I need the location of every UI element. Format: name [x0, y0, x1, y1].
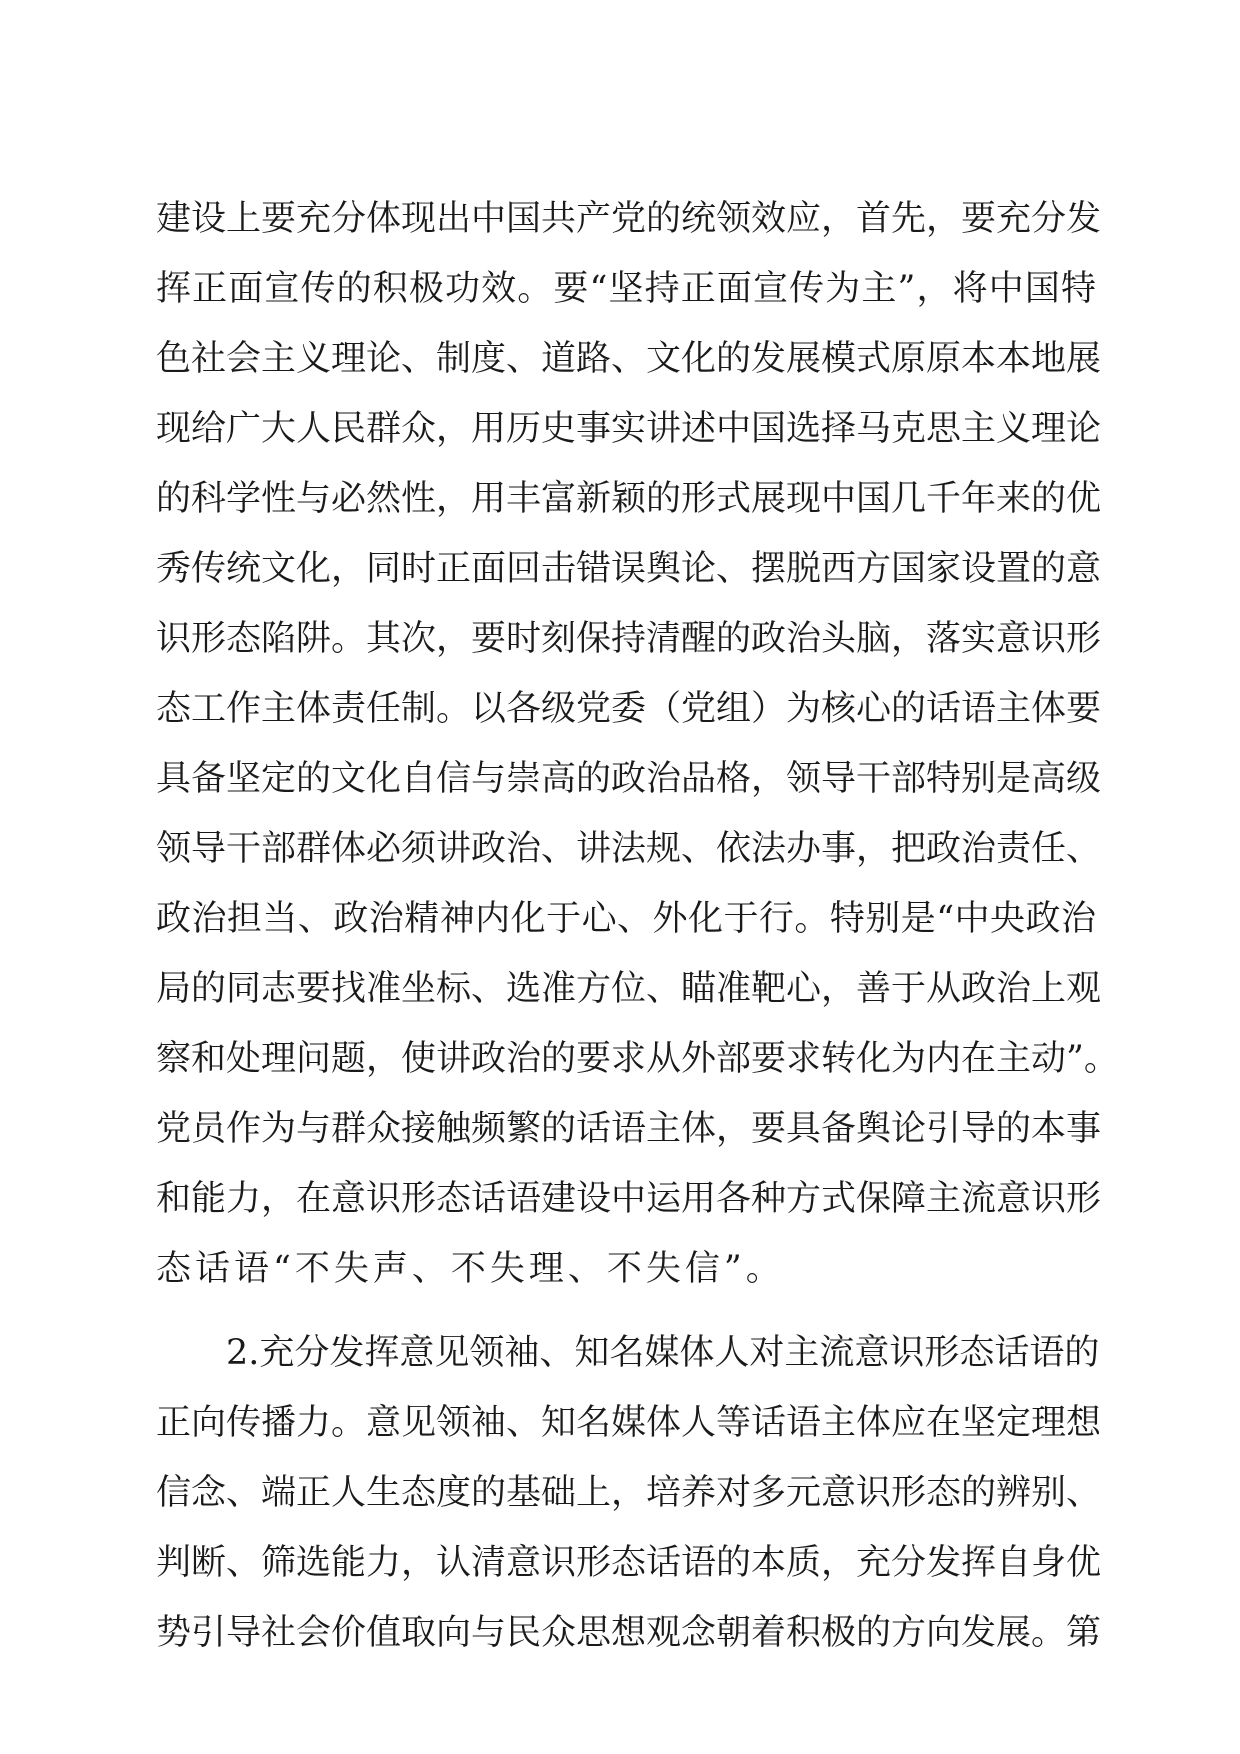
- text-line: 态话语“不失声、不失理、不失信”。: [156, 1249, 785, 1289]
- text-line: 政治担当、政治精神内化于心、外化于行。特别是“中央政治: [156, 899, 1096, 939]
- text-line: 察和处理问题，使讲政治的要求从外部要求转化为内在主动”。: [156, 1039, 1119, 1079]
- text-line: 现给广大人民群众，用历史事实讲述中国选择马克思主义理论: [156, 409, 1102, 449]
- text-line: 挥正面宣传的积极功效。要“坚持正面宣传为主”，将中国特: [156, 269, 1096, 309]
- text-line: 态工作主体责任制。以各级党委（党组）为核心的话语主体要: [156, 689, 1102, 729]
- text-line: 正向传播力。意见领袖、知名媒体人等话语主体应在坚定理想: [156, 1403, 1102, 1443]
- text-line: 的科学性与必然性，用丰富新颖的形式展现中国几千年来的优: [156, 479, 1102, 519]
- text-line: 识形态陷阱。其次，要时刻保持清醒的政治头脑，落实意识形: [156, 619, 1102, 659]
- text-line: 色社会主义理论、制度、道路、文化的发展模式原原本本地展: [156, 339, 1102, 379]
- text-line: 2.充分发挥意见领袖、知名媒体人对主流意识形态话语的: [226, 1333, 1100, 1373]
- paragraph-gap: [156, 1304, 1096, 1318]
- text-line: 势引导社会价值取向与民众思想观念朝着积极的方向发展。第: [156, 1613, 1102, 1653]
- body-text: [156, 184, 1119, 1668]
- text-line: 具备坚定的文化自信与崇高的政治品格，领导干部特别是高级: [156, 759, 1102, 799]
- text-line: 信念、端正人生态度的基础上，培养对多元意识形态的辨别、: [156, 1473, 1102, 1513]
- text-line: 领导干部群体必须讲政治、讲法规、依法办事，把政治责任、: [156, 829, 1102, 869]
- paragraph-2: [156, 1318, 1102, 1668]
- text-line: 局的同志要找准坐标、选准方位、瞄准靶心，善于从政治上观: [156, 969, 1102, 1009]
- text-line: 和能力，在意识形态话语建设中运用各种方式保障主流意识形: [156, 1179, 1102, 1219]
- paragraph-1: [156, 184, 1119, 1304]
- text-line: 建设上要充分体现出中国共产党的统领效应，首先，要充分发: [156, 199, 1102, 239]
- text-line: 党员作为与群众接触频繁的话语主体，要具备舆论引导的本事: [156, 1109, 1102, 1149]
- text-line: 秀传统文化，同时正面回击错误舆论、摆脱西方国家设置的意: [156, 549, 1102, 589]
- text-line: 判断、筛选能力，认清意识形态话语的本质，充分发挥自身优: [156, 1543, 1102, 1583]
